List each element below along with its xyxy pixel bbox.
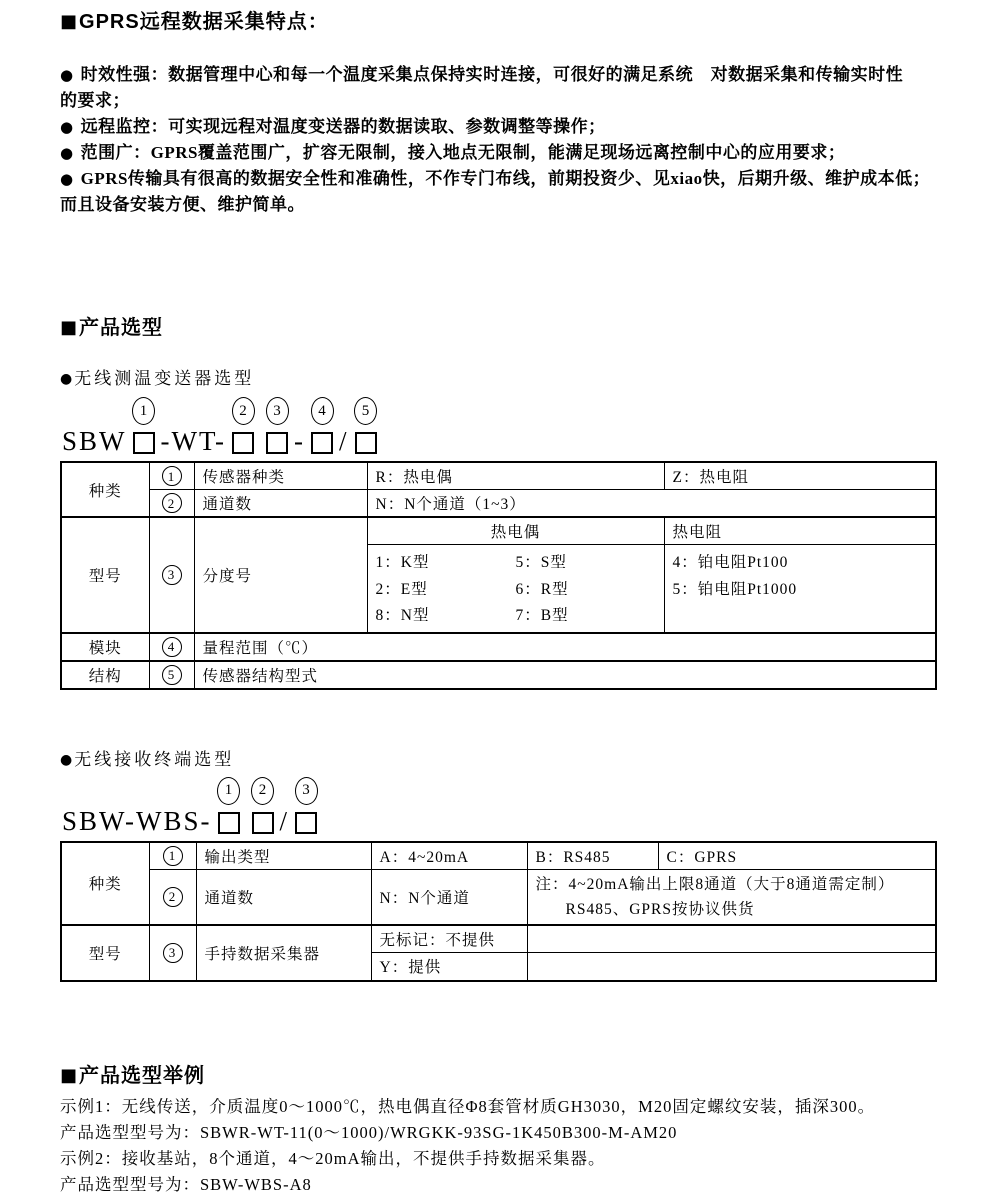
feature-line [60,192,940,218]
circled-number: 5 [354,397,377,425]
note-line-1: 注：4~20mA输出上限8通道（大于8通道需定制） [535,875,895,893]
cell-sensor-type-r: R：热电偶 [367,462,664,490]
feature-line [60,88,940,114]
cell-channel-label: 通道数 [196,869,371,925]
circled-number: 2 [163,887,183,907]
transmitter-model-code [62,397,940,458]
model-code-segment [62,397,127,458]
cell-kind-label: 种类 [61,462,149,517]
circled-number: 3 [163,943,183,963]
cell-num-3 [149,925,196,982]
bullet-icon: ● [60,371,73,387]
receiver-subtitle [60,749,940,771]
model-box [232,432,254,454]
bullet-icon: ● [60,170,74,188]
model-code-segment [127,397,161,458]
cell-structure-value: 传感器结构型式 [194,661,936,689]
feature-text: 时效性强：数据管理中心和每一个温度采集点保持实时连接，可很好的满足系统 对数据采集和传输实时性 [80,65,904,84]
model-code-segment [226,397,260,458]
features-title-text: GPRS远程数据采集特点： [79,11,329,33]
cell-range-label: 量程范围（℃） [194,633,936,661]
bullet-icon: ● [60,118,74,136]
cell-handheld-none: 无标记：不提供 [371,925,527,953]
circled-number: 1 [162,466,182,486]
circled-number: 3 [295,777,318,805]
examples-list [60,1094,940,1198]
cell-channel-value: N：N个通道 [371,869,527,925]
square-marker-icon: ■ [60,11,79,32]
cell-sensor-type-label: 传感器种类 [194,462,367,490]
circled-number: 4 [311,397,334,425]
model-code-text: -WT- [160,426,226,456]
cell-rtd-values [664,545,936,633]
circled-number: 1 [163,846,183,866]
circled-number: 2 [162,493,182,513]
feature-text: GPRS传输具有很高的数据安全性和准确性，不作专门布线，前期投资少、见xiao快，后期升级、维护成本低； [80,169,931,188]
tc-value-row: 8：N型 7：B型 [375,607,569,624]
rtd-value-row: 5：铂电阻Pt1000 [672,580,798,598]
square-marker-icon: ■ [60,1065,79,1086]
feature-text: 的要求； [60,91,130,110]
model-box [311,432,333,454]
model-code-segment [212,777,246,838]
transmitter-subtitle [60,368,940,390]
cell-handheld-yes: Y：提供 [371,952,527,981]
cell-num-2 [149,490,194,518]
example-line: 产品选型型号为：SBWR-WT-11(0～1000)/WRGKK-93SG-1K450B300-M-AM20 [60,1123,678,1142]
cell-structure-label: 结构 [61,661,149,689]
model-code-segment [280,777,290,838]
circled-number: 4 [162,637,182,657]
bullet-icon: ● [60,751,73,768]
cell-output-c: C：GPRS [658,842,936,870]
cell-model-label: 型号 [61,925,149,982]
selection-title [60,314,940,342]
example-line: 示例2：接收基站，8个通道，4～20mA输出，不提供手持数据采集器。 [60,1149,606,1168]
cell-sensor-type-z: Z：热电阻 [664,462,936,490]
model-box [218,812,240,834]
circled-number: 2 [251,777,274,805]
cell-empty [527,925,936,953]
model-code-segment [62,777,212,838]
circled-number: 3 [162,565,182,585]
tc-value-row: 1：K型 5：S型 [375,554,567,571]
model-code-text: SBW [62,426,127,456]
model-box [252,812,274,834]
model-code-segment [246,777,280,838]
receiver-subtitle-text: 无线接收终端选型 [74,749,235,769]
cell-num-5 [149,661,194,689]
model-code-segment [289,777,323,838]
cell-output-a: A：4~20mA [371,842,527,870]
transmitter-spec-table [60,461,937,690]
cell-num-2 [149,869,196,925]
model-code-segment [260,397,294,458]
cell-module-label: 模块 [61,633,149,661]
note-line-2: RS485、GPRS按协议供货 [565,900,755,918]
cell-num-1 [149,842,196,870]
model-box [133,432,155,454]
feature-line [60,62,940,88]
feature-line [60,140,940,166]
features-list [60,62,940,218]
cell-channel-value: N：N个通道（1~3） [367,490,936,518]
example-line: 示例1：无线传送，介质温度0～1000℃，热电偶直径Φ8套管材质GH3030，M20固定螺纹安装，插深300。 [60,1097,876,1116]
model-code-segment [305,397,339,458]
model-code-segment [161,397,226,458]
example-line: 产品选型型号为：SBW-WBS-A8 [60,1175,312,1194]
examples-title [60,1062,940,1090]
cell-model-label: 型号 [61,517,149,633]
model-code-segment [349,397,383,458]
cell-graduation-label: 分度号 [194,517,367,633]
cell-thermocouple-values [367,545,664,633]
receiver-model-code [62,777,940,838]
feature-text: 范围广：GPRS覆盖范围广，扩容无限制，接入地点无限制，能满足现场远离控制中心的应用要求； [80,143,846,162]
model-box [295,812,317,834]
cell-empty [527,952,936,981]
model-code-text: / [279,805,290,836]
cell-rtd-header: 热电阻 [664,517,936,545]
cell-num-4 [149,633,194,661]
bullet-icon: ● [60,144,74,162]
circled-number: 3 [266,397,289,425]
cell-channel-label: 通道数 [194,490,367,518]
feature-line [60,114,940,140]
transmitter-subtitle-text: 无线测温变送器选型 [74,369,255,388]
model-code-text: / [339,426,349,456]
cell-thermocouple-header: 热电偶 [367,517,664,545]
selection-title-text: 产品选型 [79,317,164,339]
feature-line [60,166,940,192]
model-code-segment [339,397,349,458]
model-code-text: - [294,426,305,456]
rtd-value-row: 4：铂电阻Pt100 [672,554,789,571]
square-marker-icon: ■ [60,317,79,338]
circled-number: 5 [162,665,182,685]
feature-text: 而且设备安装方便、维护简单。 [60,195,305,214]
circled-number: 2 [232,397,255,425]
bullet-icon: ● [60,66,74,84]
model-code-text: SBW-WBS- [62,805,212,836]
cell-note [527,869,936,925]
model-box [355,432,377,454]
model-box [266,432,288,454]
tc-value-row: 2：E型 6：R型 [375,580,569,598]
feature-text: 远程监控：可实现远程对温度变送器的数据读取、参数调整等操作； [80,117,606,136]
receiver-spec-table [60,841,937,983]
features-title [60,8,940,36]
circled-number: 1 [217,777,240,805]
circled-number: 1 [132,397,155,425]
cell-kind-label: 种类 [61,842,149,925]
cell-num-1 [149,462,194,490]
model-code-segment [294,397,305,458]
cell-num-3 [149,517,194,633]
examples-title-text: 产品选型举例 [79,1065,206,1087]
cell-output-type-label: 输出类型 [196,842,371,870]
cell-handheld-label: 手持数据采集器 [196,925,371,982]
cell-output-b: B：RS485 [527,842,658,870]
